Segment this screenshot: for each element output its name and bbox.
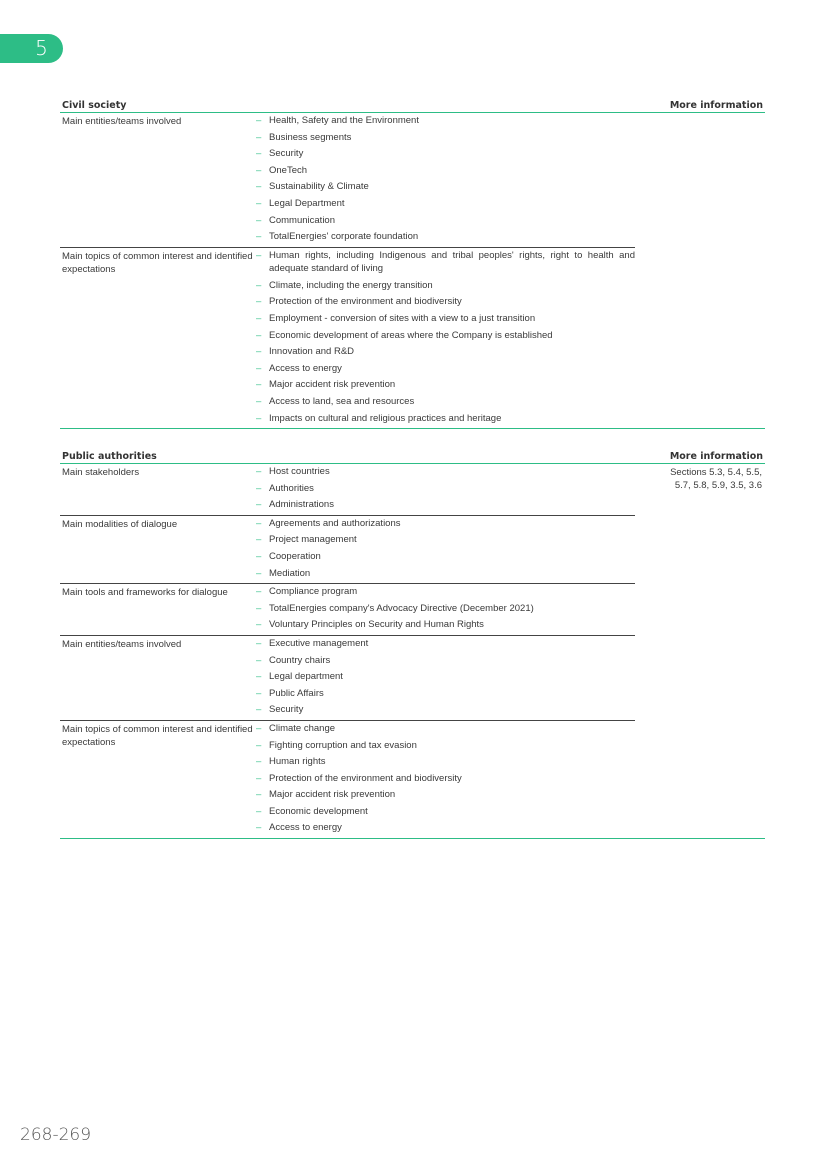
civil-society-table bbox=[60, 113, 765, 429]
row-label: Main entities/teams involved bbox=[62, 116, 182, 127]
row-label: Main modalities of dialogue bbox=[62, 518, 178, 530]
list-item: – Legal department bbox=[256, 671, 343, 683]
list-item: – Innovation and R&D bbox=[256, 346, 355, 358]
chapter-number-tab: 5 bbox=[0, 34, 63, 63]
list-item: – TotalEnergies company's Advocacy Directive (December 2021) bbox=[256, 602, 534, 614]
list-item: – Cooperation bbox=[256, 550, 321, 562]
list-item: – Administrations bbox=[256, 499, 334, 511]
row-label: Main topics of common interest and identified expectations bbox=[62, 250, 253, 275]
public-authorities-section bbox=[60, 448, 765, 839]
list-item: – Security bbox=[256, 704, 304, 716]
table-row-group bbox=[60, 464, 635, 516]
list-item: – Protection of the environment and biodiversity bbox=[256, 772, 462, 784]
table-row-group bbox=[60, 113, 635, 248]
list-item: – OneTech bbox=[256, 164, 308, 176]
public-authorities-more-info-label: More information bbox=[669, 451, 763, 462]
item-list bbox=[256, 516, 635, 583]
list-item: – Access to land, sea and resources bbox=[256, 395, 415, 407]
item-list bbox=[256, 721, 635, 838]
list-item: – Major accident risk prevention bbox=[256, 379, 396, 391]
list-item: – Human rights bbox=[256, 756, 326, 768]
list-item: – Security bbox=[256, 148, 304, 160]
list-item: – Fighting corruption and tax evasion bbox=[256, 739, 417, 751]
row-label: Main tools and frameworks for dialogue bbox=[62, 587, 228, 599]
list-item: – Access to energy bbox=[256, 362, 342, 374]
row-label: Main entities/teams involved bbox=[62, 638, 182, 650]
list-item: – Economic development of areas where the Company is established bbox=[256, 329, 553, 341]
item-list bbox=[256, 636, 635, 720]
item-list bbox=[256, 584, 635, 635]
list-item: – Host countries bbox=[256, 466, 330, 477]
public-authorities-title: Public authorities bbox=[62, 451, 157, 462]
list-item: – Health, Safety and the Environment bbox=[256, 115, 419, 126]
list-item: – Legal Department bbox=[256, 197, 345, 209]
list-item: – Human rights, including Indigenous and tribal peoples' rights, right to health and adequate standard of living bbox=[256, 249, 635, 274]
list-item: – Access to energy bbox=[256, 822, 342, 834]
item-list bbox=[256, 464, 635, 515]
public-authorities-header bbox=[60, 448, 765, 464]
table-row-group bbox=[60, 248, 635, 428]
list-item: – Agreements and authorizations bbox=[256, 517, 401, 529]
list-item: – Project management bbox=[256, 534, 357, 546]
list-item: – TotalEnergies' corporate foundation bbox=[256, 231, 419, 243]
list-item: – Climate change bbox=[256, 722, 336, 734]
list-item: – Climate, including the energy transition bbox=[256, 279, 433, 291]
list-item: – Executive management bbox=[256, 637, 369, 649]
row-label: Main topics of common interest and identified expectations bbox=[62, 723, 253, 748]
civil-society-title: Civil society bbox=[62, 100, 127, 111]
list-item: – Country chairs bbox=[256, 654, 331, 666]
public-authorities-table bbox=[60, 464, 765, 839]
list-item: – Communication bbox=[256, 214, 335, 226]
table-row-group bbox=[60, 584, 635, 636]
table-row-group bbox=[60, 721, 635, 838]
list-item: – Compliance program bbox=[256, 586, 358, 598]
list-item: – Sustainability & Climate bbox=[256, 181, 369, 193]
civil-society-header bbox=[60, 97, 765, 113]
list-item: – Mediation bbox=[256, 567, 311, 579]
table-row-group bbox=[60, 516, 635, 584]
list-item: – Impacts on cultural and religious practices and heritage bbox=[256, 412, 502, 424]
more-information-sections: Sections 5.3, 5.4, 5.5, 5.7, 5.8, 5.9, 3.5, 3.6 bbox=[670, 467, 762, 491]
list-item: – Economic development bbox=[256, 805, 368, 817]
item-list bbox=[256, 248, 635, 428]
list-item: – Employment - conversion of sites with a view to a just transition bbox=[256, 312, 536, 324]
list-item: – Major accident risk prevention bbox=[256, 789, 396, 801]
list-item: – Business segments bbox=[256, 131, 352, 143]
item-list bbox=[256, 113, 635, 247]
list-item: – Authorities bbox=[256, 482, 314, 494]
civil-society-section bbox=[60, 97, 765, 429]
list-item: – Protection of the environment and biodiversity bbox=[256, 296, 462, 308]
page-numbers: 268-269 bbox=[20, 1125, 92, 1145]
table-row-group bbox=[60, 636, 635, 721]
list-item: – Public Affairs bbox=[256, 687, 324, 699]
list-item: – Voluntary Principles on Security and Human Rights bbox=[256, 619, 484, 631]
civil-society-more-info-label: More information bbox=[669, 100, 763, 111]
row-label: Main stakeholders bbox=[62, 467, 140, 478]
